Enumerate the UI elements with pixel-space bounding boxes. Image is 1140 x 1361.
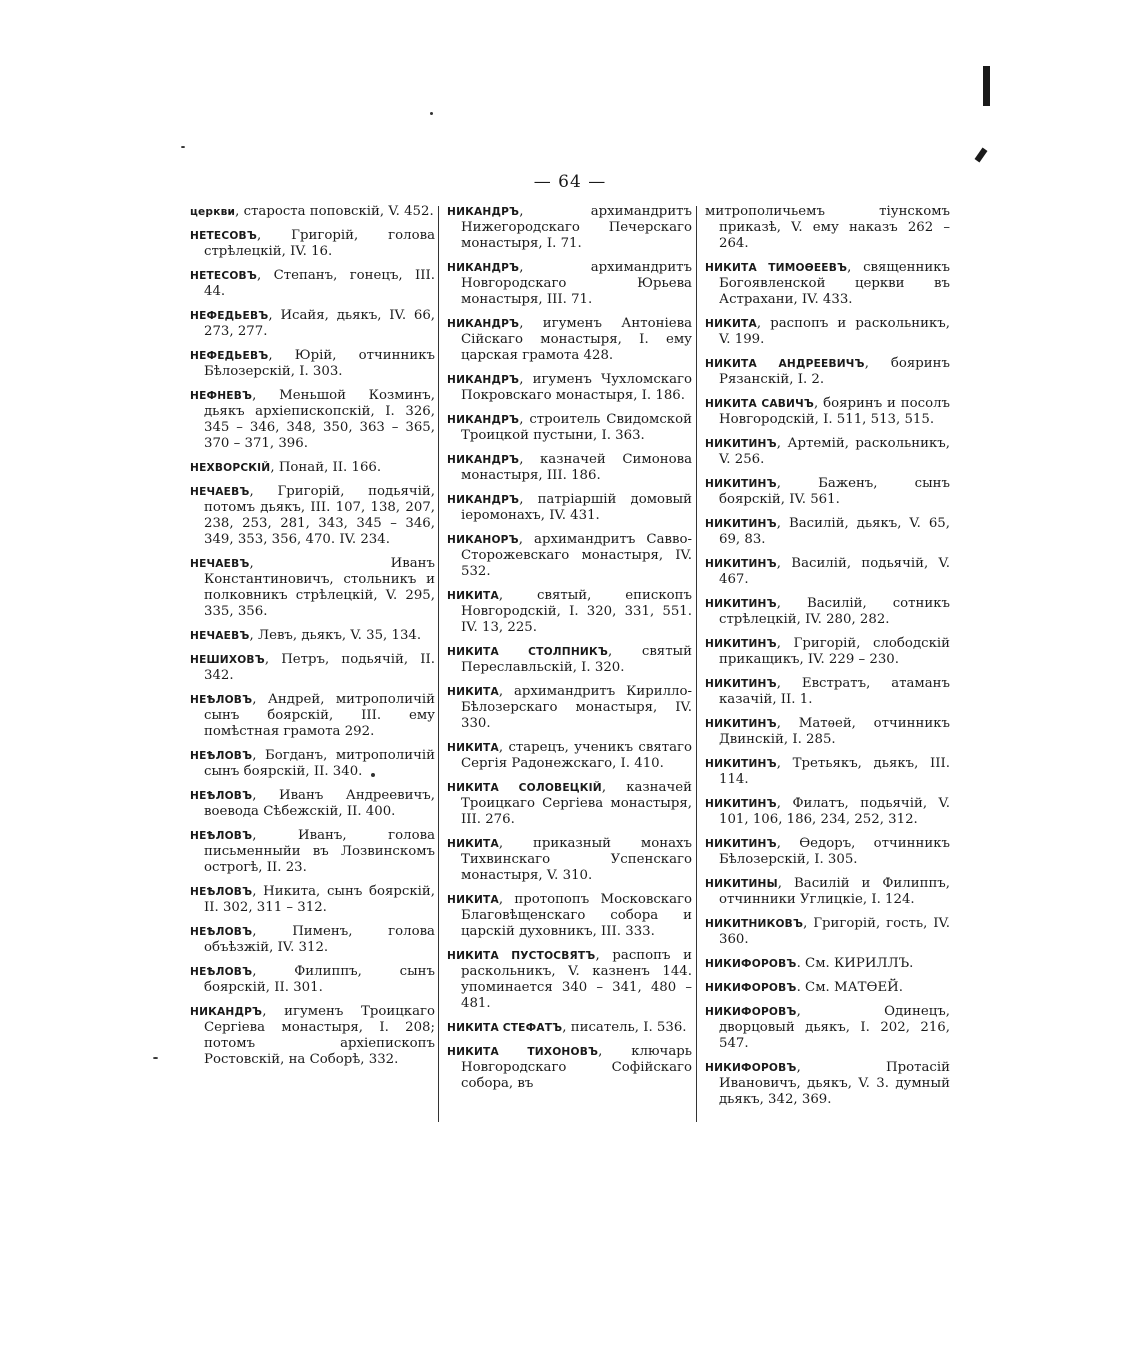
index-entry	[705, 796, 950, 828]
page-number: — 64 —	[533, 172, 607, 192]
index-entry	[190, 964, 435, 996]
entry-headword: НЕФЕДЬЕВЪ	[190, 350, 269, 362]
entry-headword: НИКИТА СТОЛПНИКЪ	[447, 646, 608, 658]
entry-text: , игуменъ Троицкаго Сергіева монастыря, I. 208; потомъ архіепископъ Ростовскій, на Соборѣ, 332.	[204, 1004, 435, 1067]
entry-text: , бояринъ и посолъ Новгородскій, I. 511, 513, 515.	[719, 396, 950, 427]
entry-text: , Василій, дьякъ, V. 65, 69, 83.	[719, 516, 950, 547]
entry-headword: НЕѢЛОВЪ	[190, 790, 253, 802]
entry-headword: НИКИТА СОЛОВЕЦКІЙ	[447, 782, 602, 794]
index-entry	[190, 388, 435, 452]
entry-text: , Иванъ Константиновичъ, стольникъ и полковникъ стрѣлецкій, V. 295, 335, 356.	[204, 556, 435, 619]
entry-text: , Василій, подьячій, V. 467.	[719, 556, 950, 587]
index-entry	[705, 676, 950, 708]
entry-text: , Богданъ, митрополичій сынъ боярскій, II. 340.	[204, 748, 435, 779]
entry-text: , ключарь Новгородскаго Софійскаго собора, въ	[461, 1044, 692, 1091]
index-entry	[705, 836, 950, 868]
entry-text: , Матѳей, отчинникъ Двинскій, I. 285.	[719, 716, 950, 747]
entry-headword: церкви	[190, 206, 236, 218]
entry-headword: НИКИТА СТЕФАТЪ	[447, 1022, 563, 1034]
index-entry	[705, 636, 950, 668]
entry-text: , казначей Симонова монастыря, III. 186.	[461, 452, 692, 483]
entry-headword: НИКИТИНЪ	[705, 838, 777, 850]
entry-text: , Василій, сотникъ стрѣлецкій, IV. 280, 282.	[719, 596, 950, 627]
scan-speck	[371, 773, 375, 777]
entry-text: , Григорій, подьячій, потомъ дьякъ, III. 107, 138, 207, 238, 253, 281, 343, 345 – 346, 349, 353, 356, 470. IV. 234.	[204, 484, 435, 547]
entry-text: , писатель, I. 536.	[562, 1020, 687, 1035]
entry-text: , Протасій Ивановичъ, дьякъ, V. 3. думный дьякъ, 342, 369.	[719, 1060, 950, 1107]
index-entry	[447, 260, 692, 308]
index-entry	[705, 916, 950, 948]
entry-text: , приказный монахъ Тихвинскаго Успенскаго монастыря, V. 310.	[461, 836, 692, 883]
entry-headword: НЕѢЛОВЪ	[190, 830, 253, 842]
entry-text: . См. КИРИЛЛЪ.	[796, 956, 914, 971]
entry-headword: НИКИТИНЪ	[705, 758, 777, 770]
entry-headword: НИКАНОРЪ	[447, 534, 519, 546]
entry-text: , Филатъ, подьячій, V. 101, 106, 186, 234, 252, 312.	[719, 796, 950, 827]
index-column-1	[190, 204, 435, 1076]
entry-text: , старецъ, ученикъ святаго Сергія Радонежскаго, I. 410.	[461, 740, 692, 771]
entry-headword: НИКИТИНЪ	[705, 638, 777, 650]
index-entry	[705, 1060, 950, 1108]
entry-text: , Баженъ, сынъ боярскій, IV. 561.	[719, 476, 950, 507]
entry-headword: НИКИТИНЪ	[705, 598, 777, 610]
index-entry	[705, 204, 950, 252]
entry-text: , архимандритъ Кирилло-Бѣлозерскаго монастыря, IV. 330.	[461, 684, 692, 731]
index-entry	[447, 316, 692, 364]
entry-text: , Петръ, подьячій, II. 342.	[204, 652, 435, 683]
index-entry	[447, 780, 692, 828]
column-divider	[696, 206, 697, 1122]
entry-text: , святый Переславльскій, I. 320.	[461, 644, 692, 675]
entry-headword: НЕТЕСОВЪ	[190, 270, 257, 282]
entry-headword: НИКИТНИКОВЪ	[705, 918, 804, 930]
entry-text: , архимандритъ Новгородскаго Юрьева монастыря, III. 71.	[461, 260, 692, 307]
entry-headword: НИКИТА	[705, 318, 757, 330]
entry-headword: НИКИТИНЪ	[705, 438, 777, 450]
index-entry	[447, 412, 692, 444]
index-entry	[190, 556, 435, 620]
entry-headword: НЕѢЛОВЪ	[190, 694, 253, 706]
entry-text: , Ѳедоръ, отчинникъ Бѣлозерскій, I. 305.	[719, 836, 950, 867]
index-entry	[190, 924, 435, 956]
index-entry	[705, 316, 950, 348]
entry-headword: НИКИТА	[447, 742, 499, 754]
index-entry	[447, 588, 692, 636]
entry-text: , распопъ и раскольникъ, V. казненъ 144. упоминается 340 – 341, 480 – 481.	[461, 948, 693, 1011]
index-entry	[190, 348, 435, 380]
index-entry	[447, 644, 692, 676]
entry-headword: НИКИТИНЪ	[705, 798, 777, 810]
entry-text: , Григорій, слободскій прикащикъ, IV. 229 – 230.	[719, 636, 950, 667]
entry-headword: НИКАНДРЪ	[190, 1006, 263, 1018]
column-divider	[438, 206, 439, 1122]
entry-headword: НИКИТИНЪ	[705, 678, 777, 690]
entry-headword: НЕФНЕВЪ	[190, 390, 253, 402]
index-entry	[705, 396, 950, 428]
entry-text: , бояринъ Рязанскій, I. 2.	[719, 356, 950, 387]
entry-headword: НИКИТИНЪ	[705, 558, 777, 570]
entry-headword: НИКИТИНЪ	[705, 718, 777, 730]
entry-headword: НЕХВОРСКІЙ	[190, 462, 271, 474]
index-entry	[705, 1004, 950, 1052]
entry-text: , Никита, сынъ боярскій, II. 302, 311 – 312.	[204, 884, 435, 915]
entry-headword: НЕѢЛОВЪ	[190, 886, 253, 898]
entry-text: , игуменъ Чухломскаго Покровскаго монастыря, I. 186.	[461, 372, 692, 403]
entry-headword: НИКИФОРОВЪ	[705, 1006, 797, 1018]
entry-text: , Юрій, отчинникъ Бѣлозерскій, I. 303.	[204, 348, 435, 379]
entry-text: , Пименъ, голова объѣзжій, IV. 312.	[204, 924, 435, 955]
index-entry	[447, 372, 692, 404]
entry-headword: НИКАНДРЪ	[447, 262, 520, 274]
entry-text: , архимандритъ Савво-Сторожевскаго монастыря, IV. 532.	[461, 532, 692, 579]
entry-text: , Меньшой Козминъ, дьякъ архіепископскій, I. 326, 345 – 346, 348, 350, 363 – 365, 370 – 371, 396.	[204, 388, 435, 451]
index-entry	[705, 956, 950, 972]
entry-text: , Исайя, дьякъ, IV. 66, 273, 277.	[204, 308, 435, 339]
entry-headword: НИКИФОРОВЪ	[705, 1062, 797, 1074]
index-entry	[190, 460, 435, 476]
scan-margin-mark	[983, 66, 990, 106]
entry-text: , Степанъ, гонецъ, III. 44.	[204, 268, 435, 299]
entry-headword: НИКИТА ТИХОНОВЪ	[447, 1046, 599, 1058]
entry-text: , протопопъ Московскаго Благовѣщенскаго собора и царскій духовникъ, III. 333.	[461, 892, 692, 939]
index-entry	[190, 748, 435, 780]
index-entry	[190, 1004, 435, 1068]
index-entry	[705, 980, 950, 996]
entry-headword: НЕѢЛОВЪ	[190, 926, 253, 938]
index-entry	[190, 268, 435, 300]
index-entry	[705, 716, 950, 748]
entry-headword: НИКИТИНЪ	[705, 518, 777, 530]
entry-text: , священникъ Богоявленской церкви въ Астрахани, IV. 433.	[719, 260, 950, 307]
index-entry	[190, 628, 435, 644]
index-entry	[190, 692, 435, 740]
entry-headword: НЕТЕСОВЪ	[190, 230, 257, 242]
entry-headword: НЕЧАЕВЪ	[190, 486, 250, 498]
entry-text: , игуменъ Антоніева Сійскаго монастыря, I. ему царская грамота 428.	[461, 316, 692, 363]
entry-headword: НЕѢЛОВЪ	[190, 750, 253, 762]
entry-text: , Григорій, гость, IV. 360.	[719, 916, 950, 947]
scan-speck	[153, 1057, 158, 1059]
entry-headword: НИКАНДРЪ	[447, 494, 520, 506]
entry-headword: НИКИТА САВИЧЪ	[705, 398, 815, 410]
index-column-3	[705, 204, 950, 1116]
entry-headword: НИКИТА	[447, 686, 499, 698]
index-entry	[705, 516, 950, 548]
entry-headword: НИКИФОРОВЪ	[705, 982, 797, 994]
entry-text: , Филиппъ, сынъ боярскій, II. 301.	[204, 964, 435, 995]
entry-headword: НИКИТА	[447, 894, 499, 906]
index-entry	[705, 356, 950, 388]
index-column-2	[447, 204, 692, 1100]
entry-text: , Одинецъ, дворцовый дьякъ, I. 202, 216, 547.	[719, 1004, 950, 1051]
entry-text: , Артемій, раскольникъ, V. 256.	[719, 436, 950, 467]
entry-text: , Понай, II. 166.	[270, 460, 382, 475]
index-entry	[190, 308, 435, 340]
index-entry	[705, 260, 950, 308]
entry-headword: НИКАНДРЪ	[447, 374, 520, 386]
index-entry	[190, 204, 435, 220]
entry-headword: НИКАНДРЪ	[447, 206, 520, 218]
entry-headword: НИКАНДРЪ	[447, 454, 520, 466]
index-entry	[190, 484, 435, 548]
entry-text: , староста поповскій, V. 452.	[235, 204, 434, 219]
index-entry	[447, 204, 692, 252]
index-entry	[447, 892, 692, 940]
index-entry	[705, 876, 950, 908]
index-entry	[190, 652, 435, 684]
entry-headword: НЕФЕДЬЕВЪ	[190, 310, 269, 322]
index-entry	[705, 476, 950, 508]
entry-text: , Григорій, голова стрѣлецкій, IV. 16.	[204, 228, 435, 259]
entry-text: , Иванъ Андреевичъ, воевода Сѣбежскій, II. 400.	[204, 788, 435, 819]
entry-text: , Евстратъ, атаманъ казачій, II. 1.	[719, 676, 950, 707]
index-entry	[705, 556, 950, 588]
entry-headword: НИКАНДРЪ	[447, 414, 520, 426]
entry-text: митрополичьемъ тіунскомъ приказѣ, V. ему наказъ 262 – 264.	[705, 204, 950, 251]
entry-headword: НИКАНДРЪ	[447, 318, 520, 330]
index-entry	[705, 596, 950, 628]
index-entry	[447, 1044, 692, 1092]
index-entry	[705, 756, 950, 788]
entry-headword: НИКИТА АНДРЕЕВИЧЪ	[705, 358, 865, 370]
index-entry	[705, 436, 950, 468]
entry-text: , строитель Свидомской Троицкой пустыни, I. 363.	[461, 412, 692, 443]
entry-headword: НЕШИХОВЪ	[190, 654, 265, 666]
entry-headword: НИКИТА	[447, 838, 499, 850]
scan-speck	[430, 112, 433, 115]
entry-text: , распопъ и раскольникъ, V. 199.	[719, 316, 950, 347]
index-entry	[190, 884, 435, 916]
entry-headword: НИКИТА ПУСТОСВЯТЪ	[447, 950, 596, 962]
index-entry	[447, 836, 692, 884]
entry-headword: НИКИТА ТИМОѲЕЕВЪ	[705, 262, 848, 274]
entry-headword: НИКИТА	[447, 590, 499, 602]
index-entry	[447, 684, 692, 732]
entry-text: , архимандритъ Нижегородскаго Печерскаго монастыря, I. 71.	[461, 204, 692, 251]
scan-margin-mark	[975, 148, 988, 163]
index-entry	[447, 452, 692, 484]
index-entry	[447, 740, 692, 772]
index-entry	[190, 228, 435, 260]
index-entry	[190, 788, 435, 820]
index-entry	[190, 828, 435, 876]
entry-text: , Левъ, дьякъ, V. 35, 134.	[249, 628, 422, 643]
index-entry	[447, 948, 692, 1012]
entry-headword: НИКИТИНЪ	[705, 478, 777, 490]
entry-text: , казначей Троицкаго Сергіева монастыря, III. 276.	[461, 780, 692, 827]
entry-headword: НИКИФОРОВЪ	[705, 958, 797, 970]
entry-text: , патріаршій домовый іеромонахъ, IV. 431.	[461, 492, 692, 523]
index-entry	[447, 532, 692, 580]
entry-text: , Иванъ, голова письменныйи въ Лозвинскомъ острогѣ, II. 23.	[204, 828, 435, 875]
entry-headword: НЕѢЛОВЪ	[190, 966, 253, 978]
entry-headword: НЕЧАЕВЪ	[190, 558, 250, 570]
entry-headword: НЕЧАЕВЪ	[190, 630, 250, 642]
entry-headword: НИКИТИНЫ	[705, 878, 778, 890]
entry-text: . См. МАТѲЕЙ.	[796, 980, 903, 995]
entry-text: , Василій и Филиппъ, отчинники Углицкіе, I. 124.	[719, 876, 950, 907]
entry-text: , Третьякъ, дьякъ, III. 114.	[719, 756, 950, 787]
entry-text: , святый, епископъ Новгородскій, I. 320, 331, 551. IV. 13, 225.	[461, 588, 692, 635]
scan-speck	[181, 146, 185, 148]
index-entry	[447, 1020, 692, 1036]
index-entry	[447, 492, 692, 524]
entry-text: , Андрей, митрополичій сынъ боярскій, III. ему помѣстная грамота 292.	[204, 692, 435, 739]
